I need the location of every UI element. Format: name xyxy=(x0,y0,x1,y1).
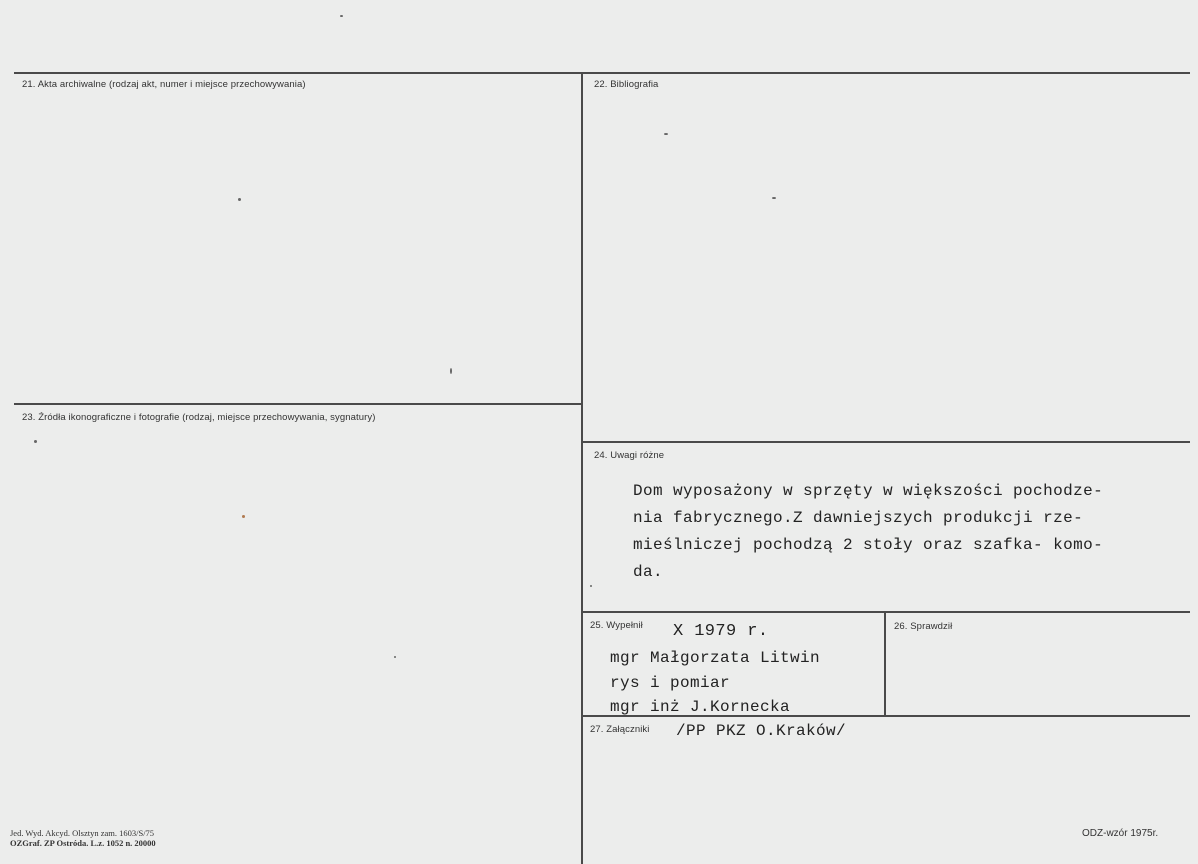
section-27-label: 27. Załączniki xyxy=(590,724,650,735)
form-code: ODZ-wzór 1975r. xyxy=(1082,828,1159,839)
remarks-line-3: mieślniczej pochodzą 2 stoły oraz szafka- komo- xyxy=(633,536,1104,554)
section-25-label: 25. Wypełnił xyxy=(590,620,643,631)
paper-speck xyxy=(238,198,241,201)
remarks-line-2: nia fabrycznego.Z dawniejszych produkcji rze- xyxy=(633,509,1084,527)
paper-speck xyxy=(34,440,37,443)
section-26-label: 26. Sprawdził xyxy=(894,621,953,632)
filled-date: X 1979 r. xyxy=(673,622,769,641)
paper-speck xyxy=(340,15,343,17)
rule-22-24 xyxy=(582,441,1190,443)
printer-imprint-line-2: OZGraf. ZP Ostróda. L.z. 1052 n. 20000 xyxy=(10,838,156,848)
divider-25-26 xyxy=(884,611,886,715)
attachments-value: /PP PKZ O.Kraków/ xyxy=(676,722,847,740)
paper-speck xyxy=(772,197,776,199)
remarks-line-1: Dom wyposażony w sprzęty w większości pochodze- xyxy=(633,482,1104,500)
section-23-label: 23. Źródła ikonograficzne i fotografie (rodzaj, miejsce przechowywania, sygnatury) xyxy=(22,412,376,423)
filled-by-line-2: rys i pomiar xyxy=(610,674,731,692)
paper-speck xyxy=(664,133,668,135)
rule-21-23 xyxy=(14,403,582,405)
paper-speck xyxy=(394,656,396,658)
paper-speck xyxy=(450,368,452,374)
top-rule xyxy=(14,72,1190,74)
printer-imprint-line-1: Jed. Wyd. Akcyd. Olsztyn zam. 1603/S/75 xyxy=(10,828,155,838)
paper-speck xyxy=(242,515,245,518)
rule-24-25 xyxy=(582,611,1190,613)
remarks-line-4: da. xyxy=(633,563,664,581)
center-divider xyxy=(581,72,583,864)
paper-speck xyxy=(590,585,592,587)
section-24-label: 24. Uwagi różne xyxy=(594,450,665,461)
section-21-label: 21. Akta archiwalne (rodzaj akt, numer i miejsce przechowywania) xyxy=(22,79,306,90)
section-22-label: 22. Bibliografia xyxy=(594,79,659,90)
filled-by-line-1: mgr Małgorzata Litwin xyxy=(610,649,821,667)
filled-by-line-3: mgr inż J.Kornecka xyxy=(610,698,791,716)
